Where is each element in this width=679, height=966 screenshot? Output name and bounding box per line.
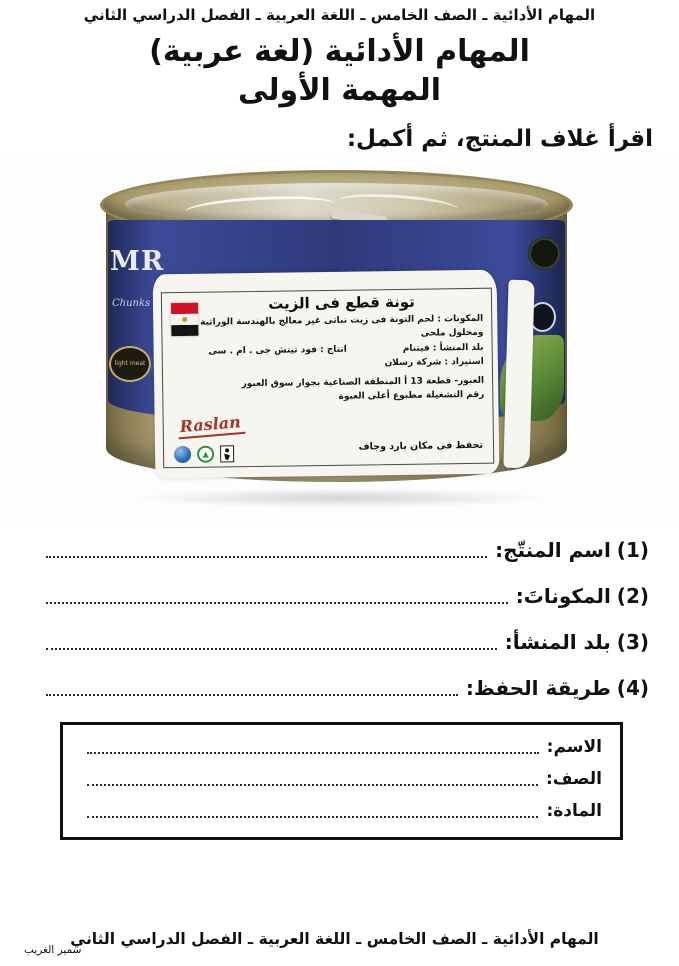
subject-row [85,801,602,821]
page-footer [0,930,679,958]
recycle-icon: ▲ [197,446,214,463]
tidyman-icon [220,445,234,462]
product-photo [0,156,679,528]
footer-text: المهام الأدائية ـ الصف الخامس ـ اللغة العربية ـ الفصل الدراسي الثاني [70,930,599,948]
instruction-text: اقرأ غلاف المنتج، ثم أكمل: [346,126,653,152]
class-blank [87,774,538,786]
side-band-text: Chunks [112,298,151,309]
light-meat-badge: light meat [109,346,151,382]
class-label: الصف: [545,769,602,789]
egypt-flag-icon [171,303,198,336]
address-line: العبور- قطعة 13 أ المنطقة الصناعية بجوار سوق العبور [241,375,485,389]
question-label: بلد المنشأ: [504,630,611,654]
subject-blank [87,806,538,818]
label-panel [153,270,500,479]
label-text-box [161,288,494,469]
seal-badge-icon [529,238,560,269]
can-shadow [130,488,550,508]
importer-line: استيراد : شركة رسلان [384,356,484,369]
class-row [85,769,602,789]
torn-label-strip [503,280,534,469]
label-details [162,312,492,407]
eco-icons [174,445,234,463]
question-label: المكوناتَ: [515,584,611,608]
answer-blank [46,590,508,604]
name-label: الاسم: [546,737,602,757]
answer-blank [46,544,487,558]
origin-line: بلد المنشأ : فيتنام [402,342,484,354]
production-line: انتاج : فود تيتش جى . ام . سى [208,344,347,357]
page-header: المهام الأدائية ـ الصف الخامس ـ اللغة العربية ـ الفصل الدراسي الثاني [83,6,596,24]
can-label-band [108,220,565,459]
brand-text: MR [110,246,165,277]
questions-list [0,528,679,700]
globe-icon [174,446,191,463]
ingredients-line: المكونات : لحم التونة فى زيت نباتى غير معالج بالهندسة الوراثية ومحلول ملحى [200,313,484,340]
storage-line: تحفظ فى مكان بارد وجاف [358,439,484,453]
question-row-1 [44,538,649,562]
worksheet-page [0,6,679,966]
subject-label: المادة: [546,801,602,821]
question-number: (1) [616,538,649,562]
tuna-can-image [100,170,573,482]
page-title: المهام الأدائية (لغة عربية) [149,34,530,69]
question-row-2 [44,584,649,608]
can-lid-foil [125,183,548,225]
student-info-box [60,722,623,840]
answer-blank [46,636,497,650]
author-credit: سمير الغريب [24,944,82,956]
raslan-logo: Raslan [177,412,246,440]
question-label: طريقة الحفظ: [465,676,611,700]
product-name: تونة قطع فى الزيت [268,292,415,313]
task-subtitle: المهمة الأولى [237,73,442,108]
question-number: (2) [616,584,649,608]
batch-line: رقم التشغيلة مطبوع أعلى العبوة [338,389,485,402]
question-number: (4) [616,676,649,700]
answer-blank [46,682,458,696]
name-row [85,737,602,757]
question-label: اسم المنتّج: [495,538,611,562]
question-row-3 [44,630,649,654]
question-number: (3) [616,630,649,654]
question-row-4 [44,676,649,700]
name-blank [87,742,539,754]
